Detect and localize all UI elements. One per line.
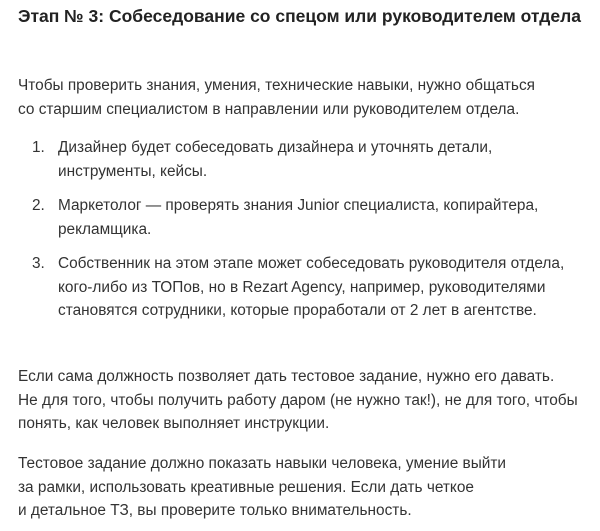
- list-item-line: инструменты, кейсы.: [58, 162, 208, 180]
- test-task-line: Если сама должность позволяет дать тестовое задание, нужно его давать.: [18, 368, 555, 385]
- list-item-number: 3.: [32, 255, 45, 272]
- list-item-line: Маркетолог — проверять знания Junior специалиста, копирайтера,: [58, 197, 539, 214]
- test-task-paragraph: [18, 365, 578, 436]
- list-item-line: Дизайнер будет собеседовать дизайнера и уточнять детали,: [58, 139, 493, 156]
- test-task-line: Не для того, чтобы получить работу даром (не нужно так!), не для того, чтобы: [18, 391, 578, 409]
- intro-line: Чтобы проверить знания, умения, технические навыки, нужно общаться: [18, 77, 535, 94]
- skills-line: Тестовое задание должно показать навыки человека, умение выйти: [18, 455, 507, 472]
- list-item-number: 1.: [32, 139, 45, 156]
- test-task-line: понять, как человек выполняет инструкции.: [18, 415, 330, 432]
- stage-heading: Этап № 3: Собеседование со спецом или руководителем отдела: [18, 6, 581, 26]
- list-item-line: рекламщика.: [58, 220, 152, 238]
- list-item-number: 2.: [32, 197, 45, 214]
- list-item-text: [58, 136, 492, 183]
- skills-paragraph: [18, 452, 506, 523]
- list-item-line: становятся сотрудники, которые проработали от 2 лет в агентстве.: [58, 302, 537, 319]
- intro-line: со старшим специалистом в направлении или руководителем отдела.: [18, 100, 520, 118]
- list-item-text: [58, 194, 538, 241]
- intro-paragraph: [18, 74, 535, 121]
- skills-line: за рамки, использовать креативные решения. Если дать четкое: [18, 478, 474, 496]
- list-item-line: кого-либо из ТОПов, но в Rezart Agency, например, руководителями: [58, 278, 546, 296]
- list-item-line: Собственник на этом этапе может собеседовать руководителя отдела,: [58, 255, 565, 272]
- skills-line: и детальное ТЗ, вы проверите только внимательность.: [18, 502, 412, 519]
- list-item-text: [58, 252, 564, 323]
